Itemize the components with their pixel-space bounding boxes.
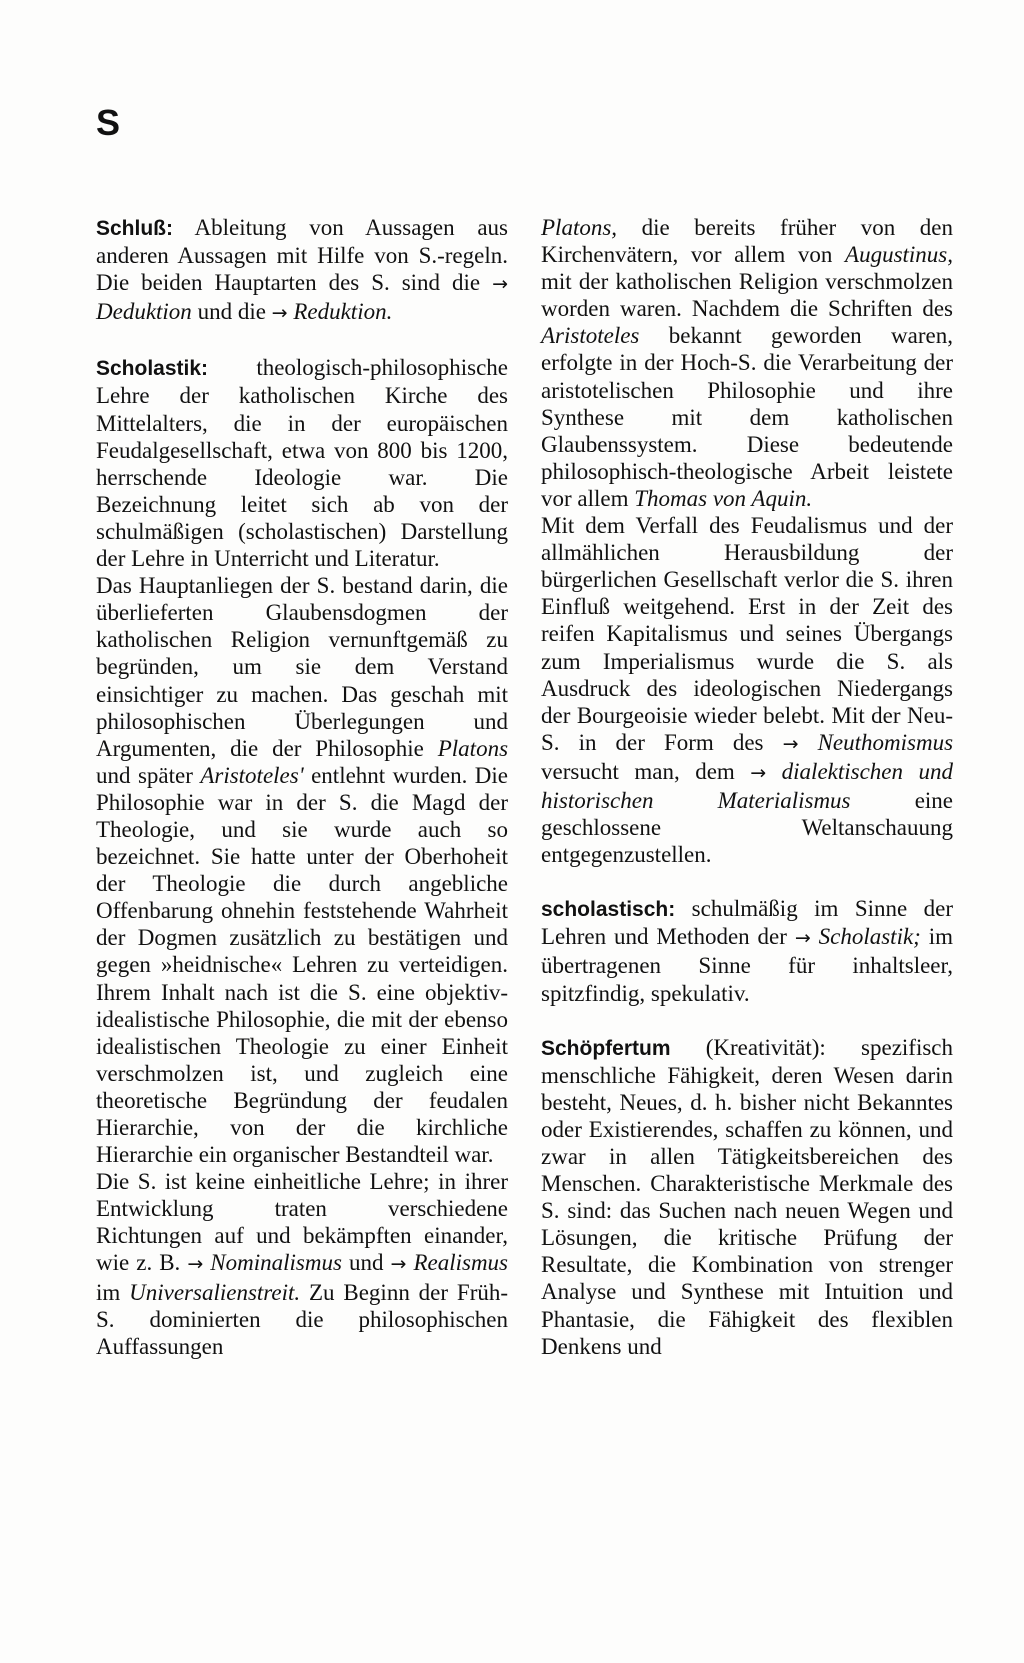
entry-text: und die [197, 299, 266, 325]
entry-scholastik [96, 354, 508, 572]
entry-text: mit der katholischen Religion verschmolzen worden waren. Nachdem die Schriften des [541, 269, 953, 322]
cross-reference[interactable]: Neuthomismus [817, 729, 954, 755]
name-reference: Platons [437, 735, 509, 761]
entry-text: Zu Beginn der Früh-S. dominierten die philosophischen Auffassungen [96, 1279, 509, 1359]
entry-text: theologisch-philosophische Lehre der katholischen Kirche des Mittelalters, die in der europäischen Feudalgesellschaft, etwa von 800 bis 1200, herrschende Ideologie war. Die Bezeichnung leitet sich ab von der schulmäßigen (scholastischen) Darstellung der Lehre in Unterricht und Literatur. [96, 355, 508, 572]
name-reference: Augustinus, [845, 242, 953, 268]
entry-head-schoepfertum: Schöpfertum [541, 1036, 671, 1060]
cross-reference[interactable]: dialektischen und historischen Materialismus [541, 758, 953, 813]
cross-reference-arrow-icon: → [390, 1253, 407, 1276]
entry-text: (Kreativität): spezifisch menschliche Fähigkeit, deren Wesen darin besteht, Neues, d. h. bisher nicht Bekanntes oder Existierendes, schaffen zu können, und zwar in allen Tätigkeitsbereichen des Menschen. Charakteristische Merkmale des S. sind: das Suchen nach neuen Wegen und Lösungen, die kritische Prüfung der Resultate, die Kombination von strenger Analyse und Synthese mit Intuition und Phantasie, die Fähigkeit des flexiblen Denkens und [541, 1034, 953, 1359]
name-reference: Thomas von Aquin. [634, 485, 813, 511]
entry-text: Mit dem Verfall des Feudalismus und der allmählichen Herausbildung der bürgerlichen Gesellschaft verlor die S. ihren Einfluß weitgehend. Erst in der Zeit des reifen Kapitalismus und seines Übergangs zum Imperialismus wurde die S. als Ausdruck des ideologischen Niedergangs der Bourgeoisie wieder belebt. Mit der Neu-S. in der Form des [541, 513, 953, 755]
entry-head-scholastisch: scholastisch: [541, 898, 676, 922]
entry-text: entlehnt wurden. Die Philosophie war in der S. die Magd der Theologie, und sie wurde auch so bezeichnet. Sie hatte unter der Oberhoheit der Theologie die durch angebliche Offenbarung ohnehin feststehende Wahrheit der Dogmen zusätzlich zu bestätigen und gegen »heidnische« Lehren zu verteidigen. Ihrem Inhalt nach ist die S. eine objektiv-idealistische Philosophie, die mit der ebenso idealistischen Theologie zu einer Einheit verschmolzen ist, und zugleich eine theoretische Begründung der feudalen Hierarchie, von der die kirchliche Hierarchie ein organischer Bestandteil war. [96, 762, 509, 1168]
entry-text: und später [96, 762, 193, 788]
cross-reference[interactable]: Scholastik; [818, 924, 921, 950]
entry-text: Die S. ist keine einheitliche Lehre; in ihrer Entwicklung traten verschiedene Richtungen auf und bekämpften einander, wie z. B. [96, 1169, 508, 1276]
entry-schluss [96, 214, 508, 327]
name-reference: Aristoteles' [200, 762, 304, 788]
entry-text: schulmäßig im Sinne der Lehren und Methoden der [541, 896, 954, 950]
cross-reference-arrow-icon: → [492, 273, 508, 296]
entry-text: Das Hauptanliegen der S. bestand darin, die überlieferten Glaubensdogmen der katholischen Religion vernunftgemäß zu begründen, um sie dem Verstand einsichtiger zu machen. Das geschah mit philosophischen Überlegungen und Argumenten, die der Philosophie [96, 573, 508, 761]
right-column [541, 214, 953, 1360]
name-reference: Aristoteles [541, 323, 640, 349]
section-letter: S [96, 102, 121, 143]
paragraph [96, 1168, 508, 1360]
paragraph-continued [541, 214, 953, 512]
entry-schoepfertum [541, 1034, 953, 1360]
entry-text: im übertragenen Sinne für inhaltsleer, spitzfindig, spekulativ. [541, 924, 953, 1006]
cross-reference[interactable]: Nominalismus [210, 1250, 342, 1276]
entry-scholastisch [541, 895, 953, 1006]
entry-head-schluss: Schluß: [96, 217, 173, 240]
name-reference: Universalienstreit. [129, 1279, 301, 1305]
cross-reference[interactable]: Realismus [413, 1250, 509, 1276]
entry-text: eine geschlossene Weltanschauung entgegenzustellen. [541, 787, 953, 868]
cross-reference-arrow-icon: → [794, 927, 811, 950]
cross-reference-arrow-icon: → [187, 1253, 204, 1276]
entry-text: bekannt geworden waren, erfolgte in der Hoch-S. die Verarbeitung der aristotelischen Philosophie und ihre Synthese mit dem katholischen Glaubenssystem. Diese bedeutende philosophisch-theologische Arbeit leistete vor allem [541, 323, 953, 511]
entry-text: versucht man, dem [541, 758, 735, 784]
cross-reference[interactable]: Deduktion [96, 299, 192, 325]
cross-reference-arrow-icon: → [271, 302, 288, 325]
entry-head-scholastik: Scholastik: [96, 357, 209, 381]
entry-text: die bereits früher von den Kirchenvätern, vor allem von [541, 215, 953, 268]
left-column [96, 214, 508, 1360]
paragraph [96, 572, 508, 1168]
entry-text: im [96, 1279, 121, 1305]
cross-reference-arrow-icon: → [782, 732, 799, 755]
cross-reference-arrow-icon: → [750, 761, 767, 784]
paragraph [541, 512, 953, 868]
entry-text: und [348, 1250, 384, 1276]
cross-reference[interactable]: Reduktion. [293, 299, 393, 325]
name-reference: Platons, [541, 215, 618, 240]
entry-text: Ableitung von Aussagen aus anderen Aussagen mit Hilfe von S.-regeln. Die beiden Hauptarten des S. sind die [96, 215, 509, 296]
